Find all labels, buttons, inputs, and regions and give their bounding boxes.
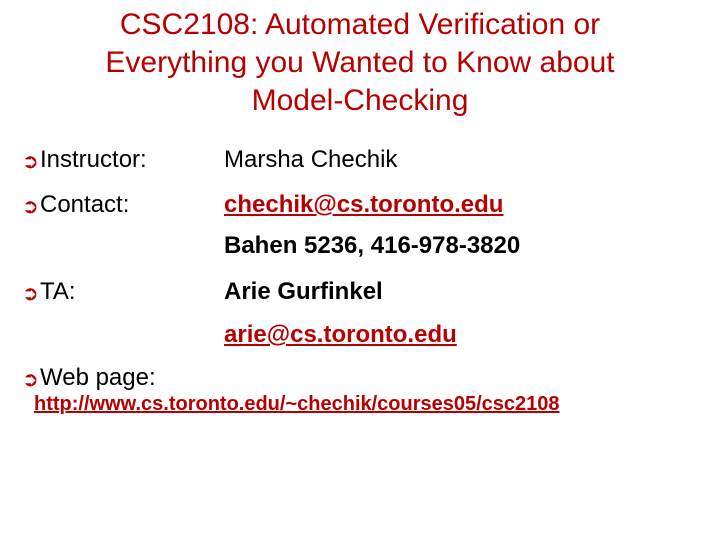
webpage-label: Web page:: [40, 364, 156, 391]
title-line-3: Model-Checking: [251, 84, 469, 117]
slide-title: [0, 6, 720, 120]
ta-label: TA:: [40, 278, 76, 305]
webpage-link[interactable]: http://www.cs.toronto.edu/~chechik/courses05/csc2108: [34, 393, 560, 415]
ta-row: [22, 278, 712, 310]
contact-label: Contact:: [40, 191, 130, 218]
instructor-name: Marsha Chechik: [224, 146, 398, 173]
bullet-arrow-icon: ➲: [22, 369, 39, 391]
contact-office-row: [22, 232, 712, 264]
ta-email-link[interactable]: arie@cs.toronto.edu: [224, 321, 457, 348]
instructor-label: Instructor:: [40, 146, 147, 173]
contact-email-link[interactable]: chechik@cs.toronto.edu: [224, 191, 504, 218]
contact-row: [22, 191, 712, 223]
bullet-arrow-icon: ➲: [22, 196, 39, 218]
title-line-1: CSC2108: Automated Verification or: [119, 8, 601, 41]
bullet-arrow-icon: ➲: [22, 283, 39, 305]
bullet-arrow-icon: ➲: [22, 151, 39, 173]
contact-office: Bahen 5236, 416-978-3820: [224, 232, 521, 259]
instructor-row: [22, 146, 712, 178]
ta-name: Arie Gurfinkel: [224, 278, 383, 305]
title-line-2: Everything you Wanted to Know about: [105, 46, 615, 79]
ta-email-row: [22, 321, 712, 353]
